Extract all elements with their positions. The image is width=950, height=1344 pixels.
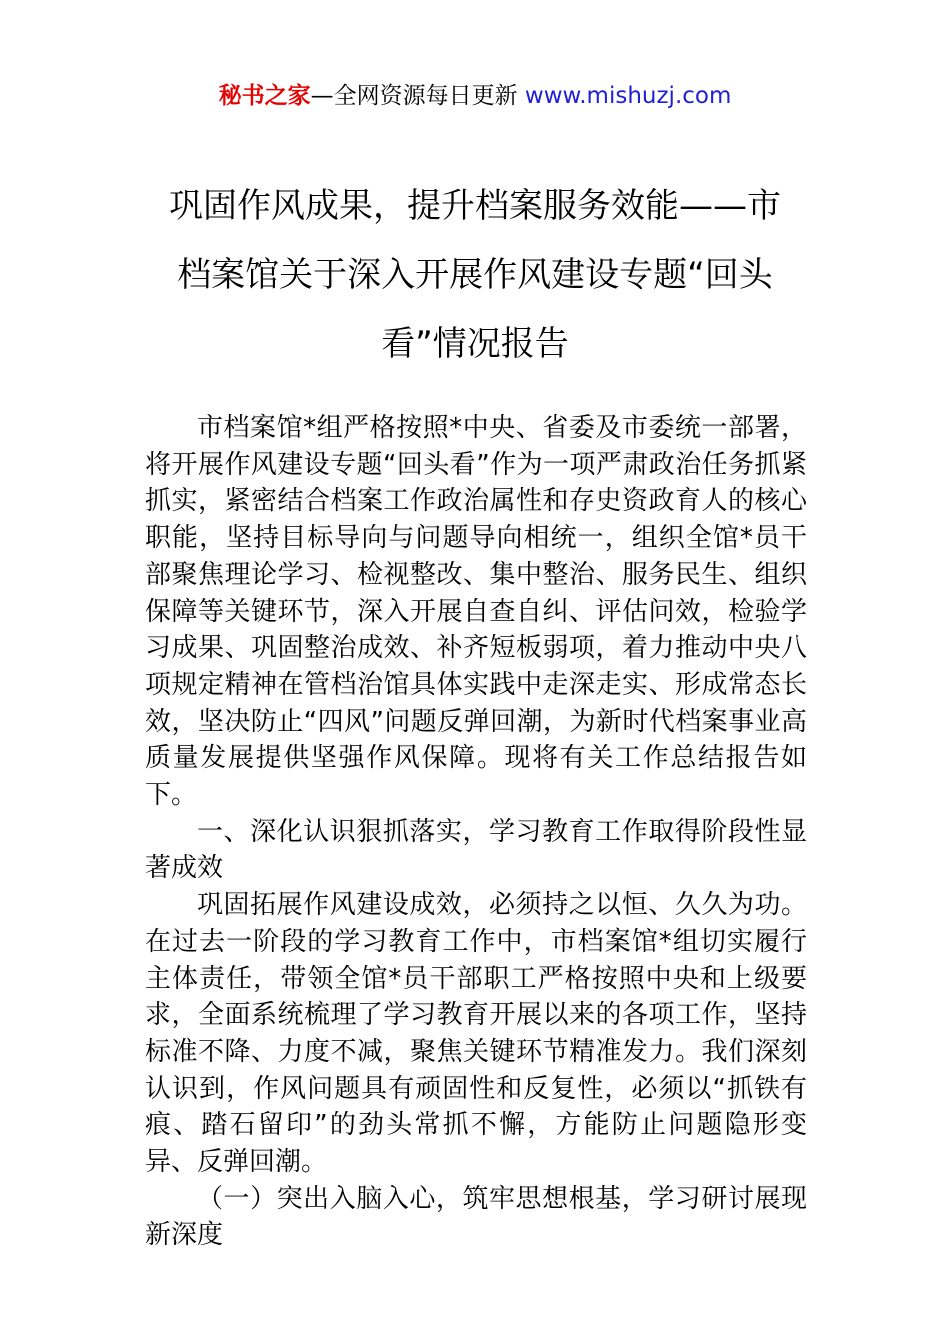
document-body (145, 410, 807, 1254)
intro-paragraph: 市档案馆*组严格按照*中央、省委及市委统一部署，将开展作风建设专题“回头看”作为一项严肃政治任务抓紧抓实，紧密结合档案工作政治属性和存史资政育人的核心职能，坚持目标导向与问题导向相统一，组织全馆*员干部聚焦理论学习、检视整改、集中整治、服务民生、组织保障等关键环节，深入开展自查自纠、评估问效，检验学习成果、巩固整治成效、补齐短板弱项，着力推动中央八项规定精神在管档治馆具体实践中走深走实、形成常态长效，坚决防止“四风”问题反弹回潮，为新时代档案事业高质量发展提供坚强作风保障。现将有关工作总结报告如下。 (145, 413, 807, 811)
title-line: 档案馆关于深入开展作风建设专题“回头 (177, 255, 773, 295)
document-title (145, 172, 805, 379)
banner-brand: 秘书之家 (218, 83, 311, 109)
site-banner (0, 80, 950, 112)
title-line: 巩固作风成果，提升档案服务效能——市 (169, 186, 781, 226)
subsection-heading: （一）突出入脑入心，筑牢思想根基，学习研讨展现新深度 (145, 1183, 807, 1251)
section-heading: 一、深化认识狠抓落实，学习教育工作取得阶段性显著成效 (145, 816, 807, 884)
title-line: 看”情况报告 (381, 324, 569, 364)
body-paragraph: 巩固拓展作风建设成效，必须持之以恒、久久为功。在过去一阶段的学习教育工作中，市档案馆*组切实履行主体责任，带领全馆*员干部职工严格按照中央和上级要求，全面系统梳理了学习教育开展以来的各项工作，坚持标准不降、力度不减，聚焦关键环节精准发力。我们深刻认识到，作风问题具有顽固性和反复性，必须以“抓铁有痕、踏石留印”的劲头常抓不懈，方能防止问题隐形变异、反弹回潮。 (145, 890, 807, 1178)
banner-tagline: —全网资源每日更新 (310, 83, 525, 109)
banner-url-link[interactable]: www.mishuzj.com (524, 83, 732, 109)
